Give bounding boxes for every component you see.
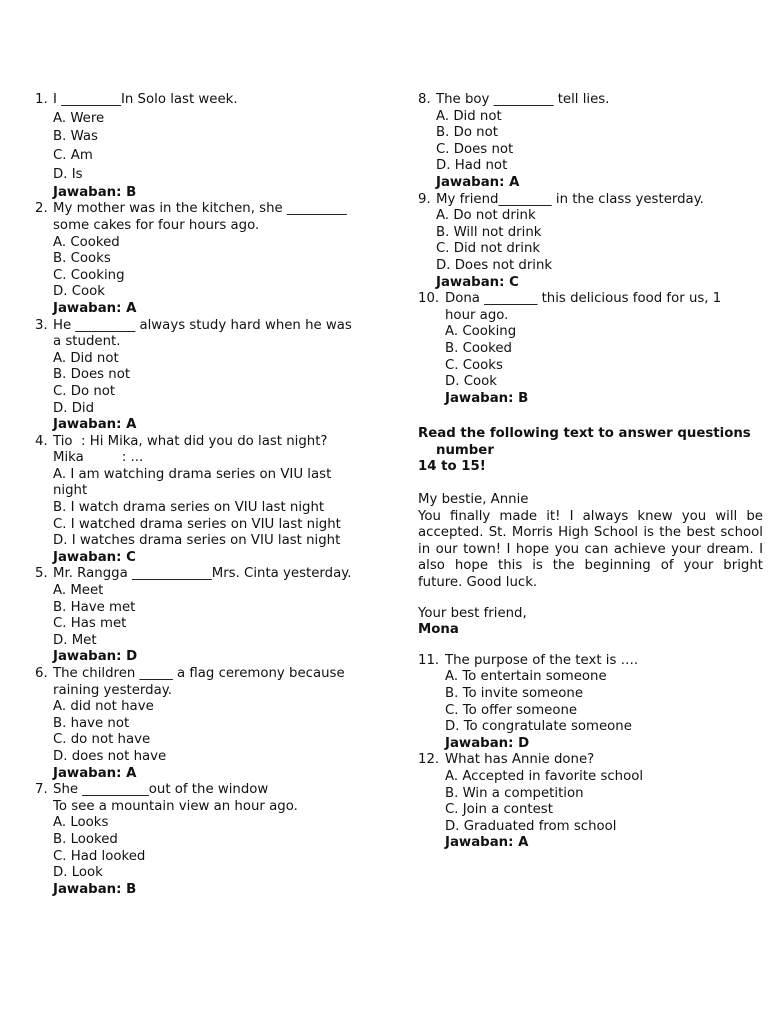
question-text: The children _____ a flag ceremony because [53, 666, 345, 681]
option-a-cont: night [53, 483, 88, 499]
option-b: B. Looked [53, 831, 118, 847]
option-d: D. Did [53, 400, 95, 416]
question-text: My mother was in the kitchen, she _________ [53, 201, 347, 217]
option-b: B. To invite someone [445, 686, 584, 701]
question-10 [418, 291, 763, 407]
option-c: C. Cooking [53, 267, 125, 283]
option-a: A. Do not drink [436, 208, 536, 224]
question-number: 6. [35, 666, 48, 681]
option-c: C. Did not drink [436, 241, 541, 257]
question-text: The boy _________ tell lies. [436, 92, 610, 107]
option-a: A. Cooked [53, 234, 120, 250]
question-7 [35, 782, 380, 898]
reading-letter [418, 492, 763, 639]
question-number: 1. [35, 92, 48, 107]
question-number: 7. [35, 782, 48, 798]
option-a: A. To entertain someone [445, 669, 607, 685]
heading-line: 14 to 15! [418, 459, 486, 475]
option-b: B. Will not drink [436, 224, 542, 240]
question-5 [35, 566, 380, 666]
option-d: D. Cook [53, 284, 105, 300]
answer-key: Jawaban: A [445, 835, 529, 851]
option-d: D. Look [53, 865, 103, 881]
question-text-cont: some cakes for four hours ago. [53, 217, 260, 233]
question-text-cont: hour ago. [445, 307, 509, 323]
question-number: 11. [418, 652, 440, 668]
question-number: 2. [35, 201, 48, 217]
option-d: D. Had not [436, 158, 508, 174]
option-d: D. Is [53, 166, 83, 182]
option-b: B. Do not [436, 125, 498, 141]
question-1 [35, 92, 380, 201]
question-number: 9. [418, 191, 431, 207]
question-number: 3. [35, 317, 48, 333]
option-b: B. I watch drama series on VIU last night [53, 500, 325, 516]
question-text-cont: To see a mountain view an hour ago. [53, 798, 298, 814]
answer-key: Jawaban: A [436, 174, 520, 190]
option-a: A. Did not [53, 350, 119, 366]
question-12 [418, 752, 763, 852]
option-b: B. Does not [53, 367, 131, 383]
dialog-line-mika: Mika : ... [53, 450, 144, 466]
letter-body: You finally made it! I always knew you will be accepted. St. Morris High School is the best school in our town! I hope you can achieve your dream. I also hope this is the beginning of your bright future. Good luck. [418, 508, 763, 591]
answer-key: Jawaban: C [53, 549, 136, 565]
question-8 [418, 92, 763, 192]
heading-line: number [436, 442, 494, 458]
question-text: She __________out of the window [53, 782, 269, 798]
option-d: D. does not have [53, 748, 167, 764]
letter-greeting: My bestie, Annie [418, 492, 529, 508]
reading-section-heading [418, 426, 763, 476]
option-c: C. To offer someone [445, 702, 578, 718]
option-b: B. have not [53, 715, 130, 731]
letter-signer: Mona [418, 622, 459, 638]
question-2 [35, 201, 380, 317]
answer-key: Jawaban: B [53, 184, 137, 200]
option-a: A. Cooking [445, 324, 517, 340]
question-4 [35, 434, 380, 567]
option-d: D. Met [53, 632, 97, 648]
answer-key: Jawaban: A [53, 765, 137, 781]
answer-key: Jawaban: D [445, 735, 530, 751]
question-text-cont: a student. [53, 334, 121, 350]
question-number: 4. [35, 433, 48, 449]
option-a: A. Did not [436, 108, 502, 124]
question-text: The purpose of the text is …. [445, 652, 639, 668]
answer-key: Jawaban: B [53, 881, 137, 897]
question-9 [418, 192, 763, 292]
option-a: A. Were [53, 110, 105, 126]
answer-key: Jawaban: D [53, 649, 138, 665]
answer-key: Jawaban: C [436, 274, 519, 290]
question-text: What has Annie done? [445, 752, 595, 768]
question-text: I _________In Solo last week. [53, 92, 238, 107]
option-b: B. Win a competition [445, 785, 584, 801]
dialog-line-tio: Tio : Hi Mika, what did you do last night? [53, 433, 328, 449]
option-b: B. Cooked [445, 340, 512, 356]
question-text: My friend________ in the class yesterday. [436, 191, 704, 207]
question-number: 8. [418, 92, 431, 107]
option-d: D. I watches drama series on VIU last night [53, 533, 341, 549]
option-c: C. Does not [436, 141, 514, 157]
option-a: A. Meet [53, 583, 104, 599]
option-d: D. Does not drink [436, 257, 553, 273]
option-a: A. Looks [53, 815, 109, 831]
answer-key: Jawaban: A [53, 417, 137, 433]
answer-key: Jawaban: B [445, 390, 529, 406]
option-a: A. did not have [53, 699, 154, 715]
option-c: C. Join a contest [445, 802, 553, 818]
option-c: C. Cooks [445, 357, 503, 373]
option-d: D. Cook [445, 374, 497, 390]
option-c: C. Am [53, 148, 93, 164]
option-c: C. do not have [53, 732, 151, 748]
question-text: Mr. Rangga ____________Mrs. Cinta yesterday. [53, 566, 352, 582]
question-text: He _________ always study hard when he was [53, 317, 352, 333]
left-column [35, 92, 380, 898]
question-number: 12. [418, 752, 440, 768]
option-d: D. To congratulate someone [445, 719, 632, 735]
option-b: B. Cooks [53, 251, 111, 267]
letter-closing: Your best friend, [418, 605, 527, 621]
question-3 [35, 318, 380, 434]
option-b: B. Have met [53, 599, 136, 615]
option-d: D. Graduated from school [445, 818, 617, 834]
right-column [418, 92, 763, 852]
question-6 [35, 666, 380, 782]
option-a: A. I am watching drama series on VIU last [53, 466, 332, 482]
answer-key: Jawaban: A [53, 300, 137, 316]
question-text: Dona ________ this delicious food for us, 1 [445, 291, 722, 307]
question-number: 5. [35, 566, 48, 582]
heading-line: Read the following text to answer questions [418, 426, 751, 442]
question-11 [418, 653, 763, 753]
option-c: C. I watched drama series on VIU last night [53, 516, 341, 532]
option-c: C. Do not [53, 383, 116, 399]
option-b: B. Was [53, 129, 98, 145]
question-number: 10. [418, 291, 440, 307]
option-c: C. Had looked [53, 848, 146, 864]
option-c: C. Has met [53, 616, 127, 632]
question-text-cont: raining yesterday. [53, 682, 172, 698]
option-a: A. Accepted in favorite school [445, 768, 644, 784]
